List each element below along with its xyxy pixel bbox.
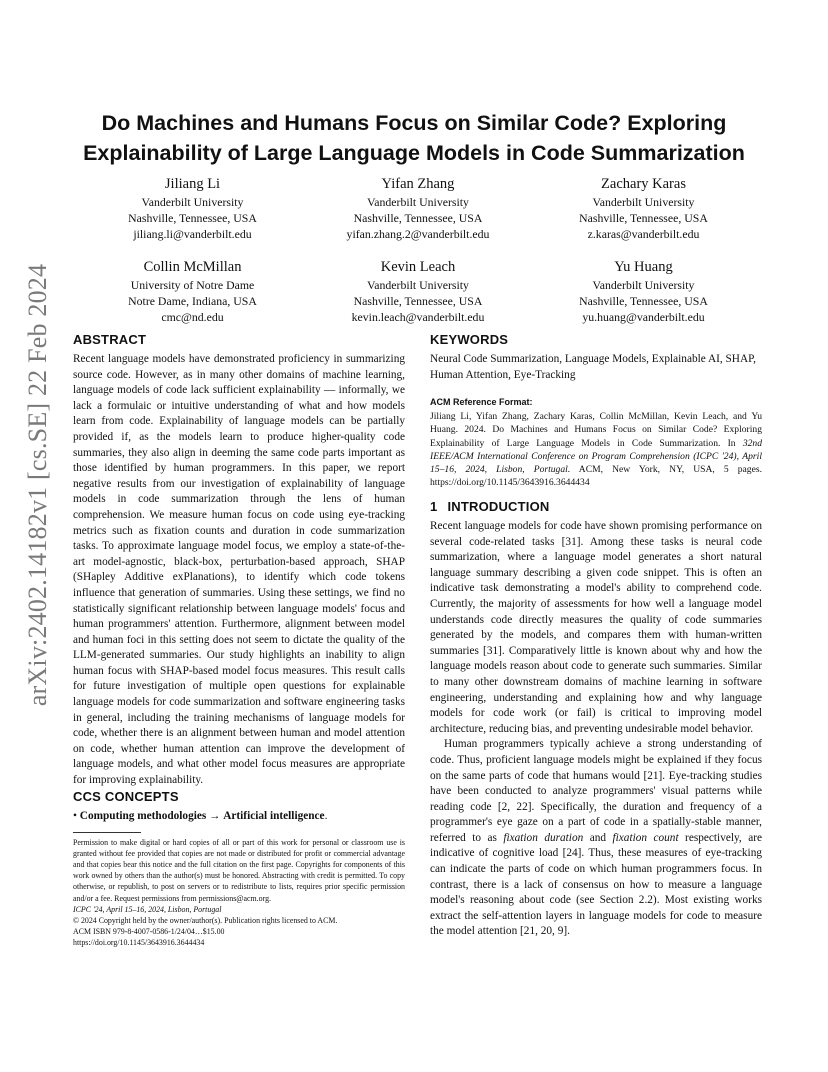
keywords-text: Neural Code Summarization, Language Models, Explainable AI, SHAP, Human Attention, Eye-Tracking [430, 353, 756, 381]
author-card [306, 258, 531, 325]
author-card [306, 175, 531, 242]
author-email: cmc@nd.edu [161, 310, 224, 324]
ccs-concept [73, 810, 405, 822]
author-row [80, 258, 756, 325]
isbn-line: ACM ISBN 979-8-4007-0586-1/24/04…$15.00 [73, 927, 225, 937]
author-name: Yifan Zhang [381, 176, 455, 192]
paper-title: Do Machines and Humans Focus on Similar Code? Exploring Explainability of Large Language Models in Code Summarization [83, 111, 745, 165]
author-email: z.karas@vanderbilt.edu [587, 227, 700, 241]
author-affiliation: Vanderbilt University [367, 195, 469, 209]
author-location: Notre Dame, Indiana, USA [128, 294, 257, 308]
author-affiliation: Vanderbilt University [592, 278, 695, 292]
reference-publisher-doi: ACM, New York, NY, USA, 5 pages. https://doi.org/10.1145/3643916.3644434 [430, 464, 762, 489]
acm-reference-heading: ACM Reference Format: [430, 397, 533, 408]
ccs-heading: CCS CONCEPTS [73, 788, 179, 804]
author-location: Nashville, Tennessee, USA [353, 211, 483, 225]
author-email: yifan.zhang.2@vanderbilt.edu [346, 227, 490, 241]
ccs-arrow: → [209, 809, 221, 822]
keywords-heading: KEYWORDS [430, 332, 509, 347]
author-row [80, 175, 756, 242]
author-email: kevin.leach@vanderbilt.edu [351, 310, 485, 324]
author-affiliation: Vanderbilt University [592, 195, 695, 209]
author-block [80, 175, 756, 325]
venue-line: ICPC '24, April 15–16, 2024, Lisbon, Portugal [73, 904, 222, 914]
left-column [73, 332, 405, 949]
intro-paragraph [430, 737, 762, 940]
term-fixation-duration: fixation duration [503, 831, 584, 844]
author-email: yu.huang@vanderbilt.edu [582, 310, 705, 324]
ccs-subterm: Artificial intelligence [223, 809, 325, 822]
author-location: Nashville, Tennessee, USA [579, 211, 708, 225]
abstract-heading: ABSTRACT [73, 332, 147, 347]
acm-reference-text [430, 410, 762, 489]
author-name: Jiliang Li [164, 176, 221, 192]
intro-paragraph: Recent language models for code have shown promising performance on several code-related tasks [31]. Among these tasks is neural code summarization, where a language model generates a short natural language summary describing a given code snippet. This is often an indicative task demonstrating a model's ability to comprehend code. Currently, the majority of assessments for how well a language model understands code directly measures the quality of code summaries generated by the models, and compares them with human-written summaries [31]. Comparatively little is known about why and how the language models reason about code to generate such summaries. Similar to many other downstream domains of machine learning in software engineering, understanding and explaining how and why language models for code work (or fail) is critical to improving model architecture, reducing bias, and preventing undesirable model behavior. [430, 520, 762, 735]
author-name: Kevin Leach [380, 259, 456, 275]
right-column [430, 332, 762, 940]
author-card [531, 175, 756, 242]
term-fixation-count: fixation count [612, 831, 679, 844]
author-name: Yu Huang [614, 259, 673, 275]
author-name: Collin McMillan [143, 259, 242, 275]
author-card [80, 258, 305, 325]
ccs-term: Computing methodologies [79, 809, 207, 822]
section-number: 1 [430, 499, 438, 514]
ccs-bullet: • [73, 809, 77, 822]
intro-text: Human programmers typically achieve a strong understanding of code. Thus, proficient language models might be explained if they focus on the same parts of code that humans would [21]. Eye-tracking studies have been conducted to analyze programmers' visual patterns while reading code [2, 22]. Specifically, the duration and frequency of a programmer's eye gaze on a part of code in a spatially-stable manner, referred to as [430, 738, 762, 844]
introduction-heading [430, 499, 762, 515]
reference-venue: 32nd IEEE/ACM International Conference on Program Comprehension (ICPC '24), April 15–16, 2024, Lisbon, Portugal. [430, 437, 762, 475]
doi-link[interactable]: https://doi.org/10.1145/3643916.3644434 [73, 938, 205, 948]
ccs-period: . [324, 809, 328, 822]
author-affiliation: University of Notre Dame [130, 278, 255, 292]
author-name: Zachary Karas [601, 176, 686, 192]
footnote-divider [73, 832, 141, 833]
copyright-line: © 2024 Copyright held by the owner/author(s). Publication rights licensed to ACM. [73, 916, 338, 926]
intro-text: and [583, 831, 613, 844]
permission-footnote [73, 837, 405, 949]
intro-text: respectively, are indicative of cognitive load [24]. Thus, these measures of eye-tracking can indicate the parts of code on which human programmers focus. In contrast, there is a lack of consensus on how to measure a language model's reasoning about code (see Section 2.2). Most existing works extract the self-attention layers in language models for code to measure the model attention [21, 20, 9]. [430, 831, 762, 938]
author-location: Nashville, Tennessee, USA [579, 294, 708, 308]
author-affiliation: Vanderbilt University [141, 195, 244, 209]
arxiv-identifier-text: arXiv:2402.14182v1 [cs.SE] 22 Feb 2024 [23, 263, 52, 707]
author-card [80, 175, 305, 242]
author-card [531, 258, 756, 325]
author-email: jiliang.li@vanderbilt.edu [133, 227, 252, 241]
section-title: INTRODUCTION [447, 499, 550, 514]
abstract-text: Recent language models have demonstrated proficiency in summarizing source code. However, as in many other domains of machine learning, language models of code lack sufficient explainability — informally, we lack a formulaic or intuitive understanding of what and how models learn from code. Explainability of language models can be partially provided if, as the models learn to produce higher-quality code summaries, they also align in deeming the same code parts important as those identified by human programmers. In this paper, we report negative results from our investigation of explainability of language models in code summarization through the lens of human comprehension. We measure human focus on code using eye-tracking metrics such as fixation counts and duration in code summarization tasks. To approximate language model focus, we employ a state-of-the-art model-agnostic, black-box, perturbation-based approach, SHAP (SHapley Additive exPlanations), to identify which code tokens influence that generation of summaries. Using these settings, we find no statistically significant relationship between language models' focus and human programmers' attention. Furthermore, alignment between model and human foci in this setting does not seem to dictate the quality of the LLM-generated summaries. Our study highlights an inability to align human focus with SHAP-based model focus measures. This result calls for future investigation of multiple open questions for explainable language models for code summarization and software engineering tasks in general, including the training mechanisms of language models for code, whether there is an alignment between human and model attention on code, whether human attention can improve the development of language models, and what other model focus measures are appropriate for improving explainability. [73, 353, 405, 787]
author-location: Nashville, Tennessee, USA [128, 211, 257, 225]
arxiv-identifier [18, 263, 58, 707]
author-location: Nashville, Tennessee, USA [353, 294, 483, 308]
reference-authors-title: Jiliang Li, Yifan Zhang, Zachary Karas, Collin McMillan, Kevin Leach, and Yu Huang. 2024. Do Machines and Humans Focus on Similar Code? Exploring Explainability of Large Language Models in Code Summarization. In [430, 411, 762, 449]
permission-notice: Permission to make digital or hard copies of all or part of this work for personal or classroom use is granted without fee provided that copies are not made or distributed for profit or commercial advantage and that copies bear this notice and the full citation on the first page. Copyrights for components of this work owned by others than the author(s) must be honored. Abstracting with credit is permitted. To copy otherwise, or republish, to post on servers or to redistribute to lists, requires prior specific permission and/or a fee. Request permissions from permissions@acm.org. [73, 837, 405, 903]
author-affiliation: Vanderbilt University [367, 278, 469, 292]
